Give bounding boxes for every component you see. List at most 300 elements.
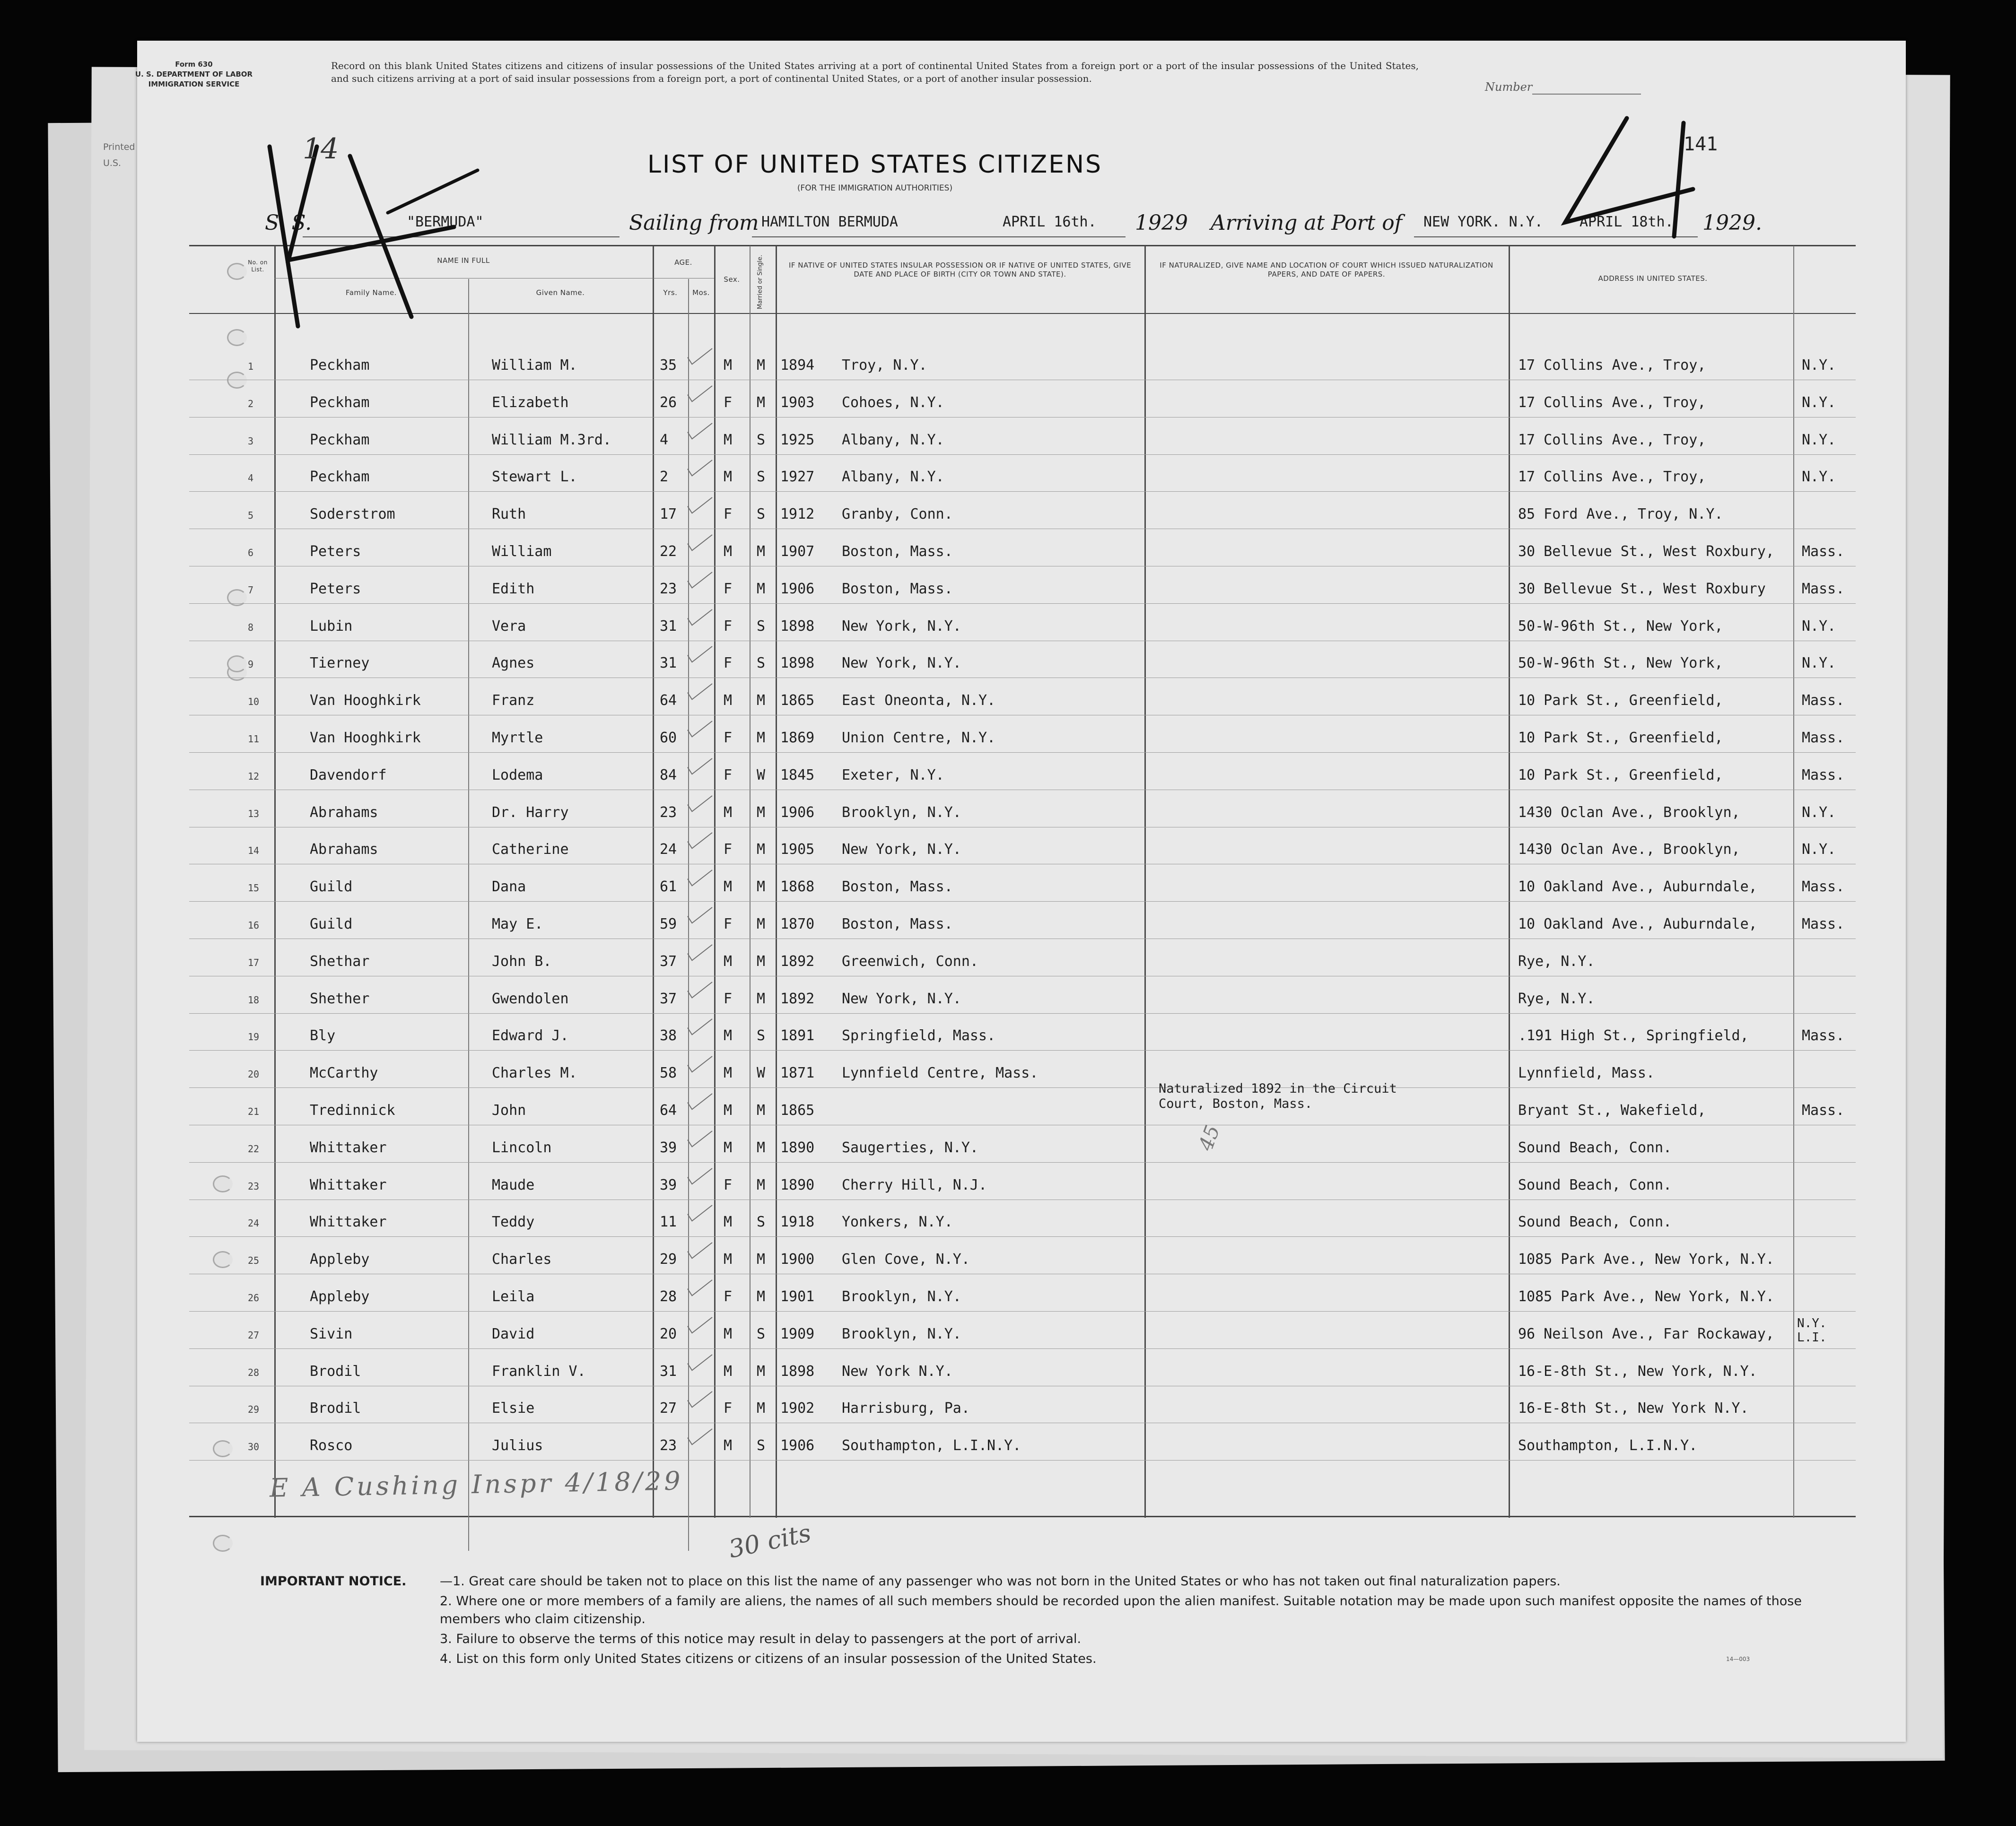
marital-status: M <box>757 804 766 821</box>
address: 10 Oakland Ave., Auburndale, <box>1518 878 1757 896</box>
family-name: Soderstrom <box>310 506 395 523</box>
age-years: 37 <box>660 953 677 970</box>
age-years: 29 <box>660 1251 677 1268</box>
given-name: Lincoln <box>492 1139 552 1156</box>
age-years: 27 <box>660 1400 677 1417</box>
marital-status: M <box>757 1288 766 1305</box>
family-name: Whittaker <box>310 1139 387 1156</box>
table-bottom-rule <box>189 1516 1856 1517</box>
given-name: Vera <box>492 617 526 635</box>
address-state: Mass. <box>1802 916 1845 932</box>
age-years: 64 <box>660 1102 677 1119</box>
sex: F <box>724 655 733 672</box>
age-years: 84 <box>660 766 677 783</box>
sex: M <box>724 953 733 970</box>
row-number: 15 <box>248 882 260 894</box>
check-mark-icon <box>681 831 719 850</box>
check-mark-icon <box>681 682 719 701</box>
address: 50-W-96th St., New York, <box>1518 617 1723 635</box>
address: 10 Oakland Ave., Auburndale, <box>1518 916 1757 932</box>
header-address: ADDRESS IN UNITED STATES. <box>1598 274 1708 283</box>
birth-year: 1903 <box>780 394 815 411</box>
sex: M <box>724 1325 733 1342</box>
birth-place: East Oneonta, N.Y. <box>842 692 996 709</box>
given-name: Charles <box>492 1251 552 1268</box>
given-name: Leila <box>492 1288 535 1305</box>
marital-status: M <box>757 990 766 1007</box>
age-years: 23 <box>660 804 677 821</box>
notice-title: IMPORTANT NOTICE. <box>260 1574 407 1589</box>
address: 10 Park St., Greenfield, <box>1518 692 1723 709</box>
birth-year: 1865 <box>780 692 815 709</box>
row-number: 27 <box>248 1329 260 1341</box>
address-state: Mass. <box>1802 580 1845 597</box>
given-name: William M. <box>492 357 577 374</box>
age-years: 22 <box>660 543 677 560</box>
birth-year: 1927 <box>780 469 815 486</box>
address: 17 Collins Ave., Troy, <box>1518 431 1706 448</box>
birth-place: Greenwich, Conn. <box>842 953 978 970</box>
birth-place: Granby, Conn. <box>842 506 953 523</box>
form-department: U. S. DEPARTMENT OF LABOR <box>135 70 253 78</box>
check-mark-icon <box>681 794 719 813</box>
address: 17 Collins Ave., Troy, <box>1518 469 1706 486</box>
punch-hole <box>227 655 247 672</box>
marital-status: M <box>757 916 766 932</box>
check-mark-icon <box>681 1092 719 1111</box>
address-state: Mass. <box>1802 692 1845 709</box>
arriving-label: Arriving at Port of <box>1211 211 1403 235</box>
age-years: 58 <box>660 1065 677 1082</box>
marital-status: M <box>757 357 766 374</box>
address-state: Mass. <box>1802 1027 1845 1044</box>
family-name: Tierney <box>310 655 370 672</box>
family-name: Brodil <box>310 1363 361 1380</box>
naturalization-note: Naturalized 1892 in the Circuit Court, Boston, Mass. <box>1159 1081 1397 1111</box>
birth-year: 1865 <box>780 1102 815 1119</box>
birth-place: Brooklyn, N.Y. <box>842 1325 961 1342</box>
header-birth: IF NATIVE OF UNITED STATES INSULAR POSSESSION OR IF NATIVE OF UNITED STATES, GIVE DATE AND PLACE OF BIRTH (CITY OR TOWN AND STATE). <box>788 261 1132 278</box>
address-state: N.Y. L.I. <box>1797 1316 1827 1345</box>
given-name: Edward J. <box>492 1027 569 1044</box>
col-divider <box>1144 246 1146 1518</box>
check-mark-icon <box>681 943 719 962</box>
age-years: 24 <box>660 841 677 858</box>
row-rule <box>189 1460 1856 1461</box>
age-years: 59 <box>660 916 677 932</box>
marital-status: M <box>757 953 766 970</box>
address-state: Mass. <box>1802 878 1845 896</box>
birth-place: Cherry Hill, N.J. <box>842 1176 987 1193</box>
birth-year: 1907 <box>780 543 815 560</box>
check-mark-icon <box>681 1315 719 1334</box>
marital-status: M <box>757 1102 766 1119</box>
sex: F <box>724 990 733 1007</box>
birth-year: 1900 <box>780 1251 815 1268</box>
birth-year: 1871 <box>780 1065 815 1082</box>
address: 30 Bellevue St., West Roxbury <box>1518 580 1766 597</box>
birth-year: 1918 <box>780 1214 815 1231</box>
marital-status: S <box>757 1325 766 1342</box>
birth-year: 1890 <box>780 1139 815 1156</box>
age-years: 28 <box>660 1288 677 1305</box>
row-rule <box>189 1311 1856 1312</box>
address: 1085 Park Ave., New York, N.Y. <box>1518 1251 1774 1268</box>
sex: M <box>724 1251 733 1268</box>
address: Bryant St., Wakefield, <box>1518 1102 1706 1119</box>
birth-place: Saugerties, N.Y. <box>842 1139 978 1156</box>
age-years: 17 <box>660 506 677 523</box>
birth-year: 1925 <box>780 431 815 448</box>
marital-status: M <box>757 1400 766 1417</box>
row-number: 12 <box>248 770 260 782</box>
number-line <box>1532 94 1641 95</box>
birth-place: Union Centre, N.Y. <box>842 730 996 746</box>
marital-status: M <box>757 580 766 597</box>
given-name: David <box>492 1325 535 1342</box>
family-name: Davendorf <box>310 766 387 783</box>
check-mark-icon <box>681 719 719 738</box>
check-mark-icon <box>681 1017 719 1036</box>
sex: F <box>724 394 733 411</box>
birth-year: 1868 <box>780 878 815 896</box>
marital-status: M <box>757 1176 766 1193</box>
check-mark-icon <box>681 1241 719 1260</box>
birth-place: Cohoes, N.Y. <box>842 394 944 411</box>
sex: F <box>724 730 733 746</box>
family-name: Sivin <box>310 1325 353 1342</box>
family-name: Rosco <box>310 1437 353 1454</box>
from-underline <box>752 236 1126 237</box>
marital-status: M <box>757 878 766 896</box>
punch-hole <box>227 372 247 389</box>
punch-hole <box>227 329 247 346</box>
sex: M <box>724 1437 733 1454</box>
birth-place: Harrisburg, Pa. <box>842 1400 970 1417</box>
header-name-in-full: NAME IN FULL <box>437 256 490 265</box>
row-number: 28 <box>248 1366 260 1378</box>
age-years: 39 <box>660 1139 677 1156</box>
given-name: Dr. Harry <box>492 804 569 821</box>
birth-year: 1902 <box>780 1400 815 1417</box>
sex: F <box>724 916 733 932</box>
col-divider <box>274 246 276 1518</box>
row-rule <box>189 1013 1856 1014</box>
family-name: Peters <box>310 543 361 560</box>
header-given-name: Given Name. <box>536 288 585 297</box>
arrival-port: NEW YORK. N.Y. <box>1423 214 1543 230</box>
birth-year: 1890 <box>780 1176 815 1193</box>
address-state: N.Y. <box>1802 469 1836 486</box>
address: 16-E-8th St., New York N.Y. <box>1518 1400 1749 1417</box>
given-name: Stewart L. <box>492 469 577 486</box>
sex: F <box>724 1176 733 1193</box>
marital-status: S <box>757 469 766 486</box>
birth-year: 1892 <box>780 953 815 970</box>
header-naturalized: IF NATURALIZED, GIVE NAME AND LOCATION OF COURT WHICH ISSUED NATURALIZATION PAPERS, AND DATE OF PAPERS. <box>1160 261 1493 278</box>
sex: M <box>724 1363 733 1380</box>
year-2: 1929. <box>1702 211 1762 235</box>
given-name: Teddy <box>492 1214 535 1231</box>
family-name: Abrahams <box>310 841 378 858</box>
birth-place: Boston, Mass. <box>842 878 953 896</box>
number-label: Number <box>1485 80 1533 94</box>
birth-place: New York, N.Y. <box>842 841 961 858</box>
given-name: Elizabeth <box>492 394 569 411</box>
age-years: 11 <box>660 1214 677 1231</box>
given-name: Franklin V. <box>492 1363 586 1380</box>
birth-year: 1906 <box>780 1437 815 1454</box>
corner-code: 14—003 <box>1726 1656 1750 1662</box>
address: .191 High St., Springfield, <box>1518 1027 1749 1044</box>
birth-year: 1845 <box>780 766 815 783</box>
inspector-signature: E A Cushing Inspr 4/18/29 <box>269 1466 684 1503</box>
family-name: Guild <box>310 878 353 896</box>
row-number: 20 <box>248 1069 260 1080</box>
sail-date: APRIL 16th. <box>1003 214 1097 230</box>
row-number: 3 <box>248 435 254 447</box>
marital-status: M <box>757 1139 766 1156</box>
address: 1430 Oclan Ave., Brooklyn, <box>1518 804 1740 821</box>
marital-status: M <box>757 841 766 858</box>
sex: M <box>724 878 733 896</box>
row-rule <box>189 752 1856 753</box>
birth-year: 1894 <box>780 357 815 374</box>
notice-item-3: 3. Failure to observe the terms of this notice may result in delay to passengers at the port of arrival. <box>440 1632 1082 1646</box>
handwritten-mark-4-icon <box>1551 113 1740 251</box>
row-number: 16 <box>248 920 260 931</box>
sex: F <box>724 617 733 635</box>
birth-place: Boston, Mass. <box>842 916 953 932</box>
handwritten-number-14: 14 <box>303 132 339 165</box>
check-mark-icon <box>681 1278 719 1297</box>
punch-hole <box>213 1440 233 1457</box>
sex: M <box>724 431 733 448</box>
address-state: N.Y. <box>1802 617 1836 635</box>
marital-status: M <box>757 543 766 560</box>
check-mark-icon <box>681 533 719 552</box>
sex: M <box>724 1214 733 1231</box>
family-name: Shethar <box>310 953 370 970</box>
handwritten-mark-14-icon <box>255 118 520 340</box>
family-name: Whittaker <box>310 1214 387 1231</box>
birth-place: Brooklyn, N.Y. <box>842 1288 961 1305</box>
age-years: 31 <box>660 617 677 635</box>
birth-year: 1891 <box>780 1027 815 1044</box>
birth-place: New York, N.Y. <box>842 655 961 672</box>
row-rule <box>189 603 1856 604</box>
check-mark-icon <box>681 905 719 924</box>
birth-place: Troy, N.Y. <box>842 357 927 374</box>
address-state: Mass. <box>1802 1102 1845 1119</box>
given-name: William M.3rd. <box>492 431 611 448</box>
age-years: 35 <box>660 357 677 374</box>
age-years: 31 <box>660 655 677 672</box>
birth-place: New York, N.Y. <box>842 990 961 1007</box>
given-name: Catherine <box>492 841 569 858</box>
given-name: Maude <box>492 1176 535 1193</box>
sex: M <box>724 1139 733 1156</box>
check-mark-icon <box>681 1054 719 1073</box>
margin-number: 45 <box>1194 1122 1224 1154</box>
given-name: John B. <box>492 953 552 970</box>
header-no-on-list: No. on List. <box>248 259 268 273</box>
birth-year: 1898 <box>780 617 815 635</box>
address-state: Mass. <box>1802 766 1845 783</box>
marital-status: S <box>757 617 766 635</box>
family-name: Van Hooghkirk <box>310 692 421 709</box>
birth-place: Yonkers, N.Y. <box>842 1214 953 1231</box>
given-name: Gwendolen <box>492 990 569 1007</box>
header-married-single: Married or Single. <box>757 254 764 309</box>
age-years: 2 <box>660 469 669 486</box>
address-state: N.Y. <box>1802 357 1836 374</box>
address: Sound Beach, Conn. <box>1518 1176 1672 1193</box>
address: 10 Park St., Greenfield, <box>1518 766 1723 783</box>
given-name: Edith <box>492 580 535 597</box>
birth-year: 1892 <box>780 990 815 1007</box>
age-years: 37 <box>660 990 677 1007</box>
notice-item-1: —1. Great care should be taken not to place on this list the name of any passenger who was not born in the United States or who has not taken out final naturalization papers. <box>440 1574 1561 1589</box>
row-number: 26 <box>248 1292 260 1304</box>
age-years: 31 <box>660 1363 677 1380</box>
birth-year: 1898 <box>780 1363 815 1380</box>
check-mark-icon <box>681 1203 719 1222</box>
birth-place: Albany, N.Y. <box>842 431 944 448</box>
sex: M <box>724 1102 733 1119</box>
marital-status: W <box>757 1065 766 1082</box>
address-state: N.Y. <box>1802 431 1836 448</box>
address: 30 Bellevue St., West Roxbury, <box>1518 543 1774 560</box>
row-number: 29 <box>248 1404 260 1416</box>
address: Rye, N.Y. <box>1518 953 1595 970</box>
sex: M <box>724 692 733 709</box>
ship-name: "BERMUDA" <box>407 214 484 230</box>
form-number: Form 630 <box>175 60 213 69</box>
check-mark-icon <box>681 570 719 589</box>
check-mark-icon <box>681 1166 719 1185</box>
given-name: Dana <box>492 878 526 896</box>
family-name: Brodil <box>310 1400 361 1417</box>
check-mark-icon <box>681 868 719 887</box>
notice-item-2: 2. Where one or more members of a family are aliens, the names of all such members should be recorded upon the alien manifest. Suitable notation may be made upon such manifest opposite the names of those members who claim citizenship. <box>440 1594 1802 1626</box>
birth-year: 1898 <box>780 655 815 672</box>
given-name: Agnes <box>492 655 535 672</box>
check-mark-icon <box>681 496 719 514</box>
family-name: Peckham <box>310 394 370 411</box>
under-sheet-label-printed: Printed <box>103 142 135 152</box>
age-years: 61 <box>660 878 677 896</box>
row-number: 25 <box>248 1255 260 1267</box>
marital-status: M <box>757 394 766 411</box>
sex: M <box>724 469 733 486</box>
sex: M <box>724 1065 733 1082</box>
birth-place: Albany, N.Y. <box>842 469 944 486</box>
page-title: LIST OF UNITED STATES CITIZENS <box>647 150 1102 179</box>
header-age: AGE. <box>674 258 692 267</box>
age-years: 39 <box>660 1176 677 1193</box>
marital-status: S <box>757 431 766 448</box>
given-name: Lodema <box>492 766 543 783</box>
marital-status: W <box>757 766 766 783</box>
citizens-count: 30 cits <box>726 1519 814 1564</box>
marital-status: M <box>757 730 766 746</box>
birth-place: Glen Cove, N.Y. <box>842 1251 970 1268</box>
row-number: 9 <box>248 659 254 670</box>
punch-hole <box>213 1251 233 1268</box>
row-number: 7 <box>248 584 254 596</box>
row-rule <box>189 1236 1856 1237</box>
header-yrs: Yrs. <box>663 288 678 297</box>
age-years: 20 <box>660 1325 677 1342</box>
year-1: 1929 <box>1135 211 1188 235</box>
family-name: McCarthy <box>310 1065 378 1082</box>
birth-year: 1870 <box>780 916 815 932</box>
birth-year: 1906 <box>780 580 815 597</box>
row-number: 6 <box>248 547 254 558</box>
given-name: Myrtle <box>492 730 543 746</box>
sex: M <box>724 804 733 821</box>
marital-status: S <box>757 1437 766 1454</box>
form-service: IMMIGRATION SERVICE <box>148 80 240 88</box>
marital-status: S <box>757 1214 766 1231</box>
age-years: 4 <box>660 431 669 448</box>
address: 96 Neilson Ave., Far Rockaway, <box>1518 1325 1774 1342</box>
given-name: Julius <box>492 1437 543 1454</box>
check-mark-icon <box>681 458 719 477</box>
address: 10 Park St., Greenfield, <box>1518 730 1723 746</box>
family-name: Shether <box>310 990 370 1007</box>
check-mark-icon <box>681 1427 719 1446</box>
address: Lynnfield, Mass. <box>1518 1065 1655 1082</box>
birth-place: Southampton, L.I.N.Y. <box>842 1437 1021 1454</box>
address: 1085 Park Ave., New York, N.Y. <box>1518 1288 1774 1305</box>
address: 85 Ford Ave., Troy, N.Y. <box>1518 506 1723 523</box>
row-rule <box>189 1348 1856 1349</box>
address: Sound Beach, Conn. <box>1518 1139 1672 1156</box>
family-name: Peckham <box>310 357 370 374</box>
under-sheet-label-us: U.S. <box>103 158 122 168</box>
family-name: Whittaker <box>310 1176 387 1193</box>
row-rule <box>189 1087 1856 1088</box>
header-mos: Mos. <box>692 288 710 297</box>
birth-year: 1869 <box>780 730 815 746</box>
row-number: 14 <box>248 845 260 857</box>
address-state: N.Y. <box>1802 655 1836 672</box>
row-number: 24 <box>248 1217 260 1229</box>
family-name: Peters <box>310 580 361 597</box>
punch-hole <box>213 1175 233 1192</box>
from-port: HAMILTON BERMUDA <box>761 214 898 230</box>
birth-year: 1905 <box>780 841 815 858</box>
age-years: 38 <box>660 1027 677 1044</box>
address: 50-W-96th St., New York, <box>1518 655 1723 672</box>
marital-status: M <box>757 692 766 709</box>
address: Sound Beach, Conn. <box>1518 1214 1672 1231</box>
row-number: 11 <box>248 733 260 745</box>
age-years: 64 <box>660 692 677 709</box>
sex: M <box>724 357 733 374</box>
row-number: 5 <box>248 510 254 522</box>
col-divider <box>750 246 751 1518</box>
marital-status: M <box>757 1251 766 1268</box>
row-number: 18 <box>248 994 260 1006</box>
birth-year: 1906 <box>780 804 815 821</box>
sex: F <box>724 766 733 783</box>
marital-status: S <box>757 506 766 523</box>
row-rule <box>189 901 1856 902</box>
given-name: Elsie <box>492 1400 535 1417</box>
